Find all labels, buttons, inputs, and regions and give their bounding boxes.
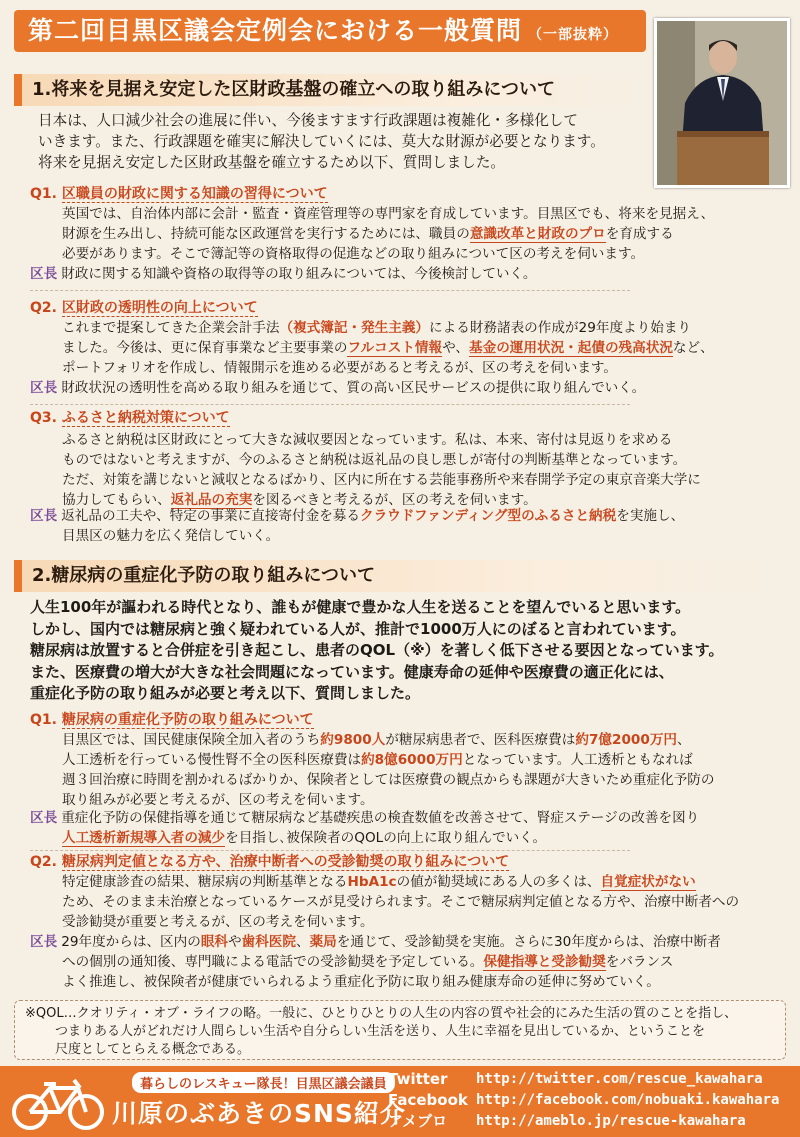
intro-line: しかし、国内では糖尿病と強く疑われている人が、推計で1000万人にのぼると言われています。 <box>30 619 686 638</box>
body-line: 受診勧奨が重要と考えるが、区の考えを伺います。 <box>62 914 374 930</box>
body-line: 協力してもらい、返礼品の充実を図るべきと考えるが、区の考えを伺います。 <box>62 492 537 508</box>
question-1-1 <box>30 184 328 204</box>
note-line: ※QOL…クオリティ・オブ・ライフの略。一般に、ひとりひとりの人生の内容の質や社会的にみた生活の質のことを指し、 <box>25 1006 738 1021</box>
title-main: 第二回目黒区議会定例会における一般質問 <box>28 16 523 45</box>
answer-text: 財政に関する知識や資格の取得等の取り組みについては、今後検討していく。 <box>61 266 537 282</box>
question-1-3 <box>30 408 230 428</box>
page-title <box>14 10 646 52</box>
question-body <box>62 872 739 932</box>
divider <box>30 404 630 405</box>
body-line: 人工透析を行っている慢性腎不全の医科医療費は約8億6000万円となっています。人工透析ともなれば <box>62 752 693 768</box>
section1-heading: 1.将来を見据え安定した区財政基盤の確立への取り組みについて <box>14 74 646 106</box>
highlight-text: 約9800人 <box>320 732 386 748</box>
answer-tag: 区長 <box>30 934 58 950</box>
body-line: ため、そのまま未治療となっているケースが見受けられます。そこで糖尿病判定値となる方や、治療中断者への <box>62 894 740 910</box>
footer-tagline: 暮らしのレスキュー隊長！目黒区議会議員 <box>132 1072 395 1093</box>
mayor-answer: 区長 29年度からは、区内の眼科や歯科医院、薬局を通じて、受診勧奨を実施。さらに30年度からは、治療中断者 への個別の通知後、専門職による電話での受診勧奨を予定している。保健指導と受診勧奨をバランス よく推進し、被保険者が健康でいられるよう重症化予防に取り組み健康寿命の延伸に努めていく。 <box>30 934 721 990</box>
bicycle-icon <box>8 1074 108 1132</box>
highlight-text: 人工透析新規導入者の減少 <box>62 830 226 846</box>
intro-line: 日本は、人口減少社会の進展に伴い、今後ますます行政課題は複雑化・多様化して <box>38 112 578 129</box>
question-number: Q1. <box>30 712 57 728</box>
highlight-text: HbA1c <box>347 874 397 890</box>
section2-intro <box>30 597 723 705</box>
question-body <box>62 204 714 264</box>
section2-heading: 2.糖尿病の重症化予防の取り組みについて <box>14 560 774 592</box>
question-number: Q2. <box>30 300 57 316</box>
body-line: ました。今後は、更に保育事業など主要事業のフルコスト情報や、基金の運用状況・起債の残高状況など、 <box>62 340 714 356</box>
question-title: 区財政の透明性の向上について <box>61 300 258 316</box>
sns-row-twitter <box>388 1069 779 1090</box>
intro-line: また、医療費の増大が大きな社会問題になっています。健康寿命の延伸や医療費の適正化には、 <box>30 662 674 681</box>
highlight-text: 意識改革と財政のプロ <box>469 226 606 242</box>
mayor-answer <box>30 378 645 398</box>
body-line: 必要があります。そこで簿記等の資格取得の促進などの取り組みについて区の考えを伺います。 <box>62 246 645 262</box>
body-line: ただ、対策を講じないと減収となるばかり、区内に所在する芸能事務所や来春開学予定の東京音楽大学に <box>62 472 701 488</box>
sns-list <box>388 1069 779 1132</box>
highlight-text: 約7億2000万円 <box>575 732 678 748</box>
question-number: Q2. <box>30 854 57 870</box>
question-number: Q3. <box>30 410 57 426</box>
note-line: 尺度としてとらえる概念である。 <box>55 1042 251 1057</box>
divider <box>30 290 630 291</box>
answer-tag: 区長 <box>30 380 58 396</box>
highlight-text: 薬局 <box>309 934 337 950</box>
answer-tag: 区長 <box>30 266 58 282</box>
note-line: つまりある人がどれだけ人間らしい生活や自分らしい生活を送り、人生に幸福を見出しているか、ということを <box>55 1024 706 1039</box>
answer-tag: 区長 <box>30 508 58 524</box>
highlight-text: 保健指導と受診勧奨 <box>483 954 606 970</box>
sns-url-link[interactable]: http://facebook.com/nobuaki.kawahara <box>476 1092 780 1108</box>
question-2-2 <box>30 852 509 872</box>
answer-tag: 区長 <box>30 810 58 826</box>
footer-name: 川原のぶあきのSNS紹介 <box>112 1099 406 1128</box>
sns-url-link[interactable]: http://twitter.com/rescue_kawahara <box>476 1071 763 1087</box>
answer-text: 財政状況の透明性を高める取り組みを通じて、質の高い区民サービスの提供に取り組んでいく。 <box>61 380 646 396</box>
answer-text: 重症化予防の保健指導を通じて糖尿病など基礎疾患の検査数値を改善させて、腎症ステージの改善を図り <box>61 810 700 826</box>
body-line: 財源を生み出し、持続可能な区政運営を実行するためには、職員の意識改革と財政のプロを育成する <box>62 226 674 242</box>
intro-line: 重症化予防の取り組みが必要と考え以下、質問しました。 <box>30 684 421 702</box>
highlight-text: （複式簿記・発生主義） <box>279 320 430 336</box>
sns-label: Facebook <box>388 1091 468 1109</box>
body-line: 週３回治療に時間を割かれるばかりか、保険者としては医療費の観点からも課題が大きいため重症化予防の <box>62 772 715 788</box>
body-line: ポートフォリオを作成し、情報開示を進める必要があると考えるが、区の考えを伺います。 <box>62 360 618 376</box>
highlight-text: 基金の運用状況・起債の残高状況 <box>469 340 673 356</box>
question-1-2 <box>30 298 258 318</box>
question-2-1 <box>30 710 314 730</box>
question-title: 糖尿病の重症化予防の取り組みについて <box>61 712 314 728</box>
intro-line: 糖尿病は放置すると合併症を引き起こし、患者のQOL（※）を著しく低下させる要因となっています。 <box>30 641 724 659</box>
question-body <box>62 730 715 810</box>
sns-url-link[interactable]: http://ameblo.jp/rescue-kawahara <box>476 1113 746 1129</box>
highlight-text: クラウドファンディング型のふるさと納税 <box>359 508 617 524</box>
highlight-text: 返礼品の充実 <box>170 492 253 508</box>
question-title: ふるさと納税対策について <box>61 410 230 426</box>
highlight-text: 眼科 <box>200 934 229 950</box>
intro-line: 将来を見据え安定した区財政基盤を確立するため以下、質問しました。 <box>38 154 506 171</box>
highlight-text: 歯科医院 <box>241 934 296 950</box>
sns-row-facebook <box>388 1090 779 1111</box>
body-line: ものではないと考えますが、今のふるさと納税は返礼品の良し悪しが寄付の判断基準となっています。 <box>62 452 687 468</box>
answer-text: 目黒区の魅力を広く発信していく。 <box>62 528 280 544</box>
intro-line: いきます。また、行政課題を確実に解決していくには、莫大な財源が必要となります。 <box>38 133 605 150</box>
title-sub: （一部抜粋） <box>528 27 619 43</box>
body-line: 取り組みが必要と考えるが、区の考えを伺います。 <box>62 792 374 808</box>
body-line: 英国では、自治体内部に会計・監査・資産管理等の専門家を育成しています。目黒区でも、将来を見据え、 <box>62 206 715 222</box>
answer-text: よく推進し、被保険者が健康でいられるよう重症化予防に取り組み健康寿命の延伸に努めていく。 <box>62 974 660 990</box>
body-line: これまで提案してきた企業会計手法（複式簿記・発生主義）による財務諸表の作成が29年度より始まり <box>62 320 692 336</box>
question-number: Q1. <box>30 186 57 202</box>
section1-intro <box>38 110 605 173</box>
question-body <box>62 318 714 378</box>
question-title: 区職員の財政に関する知識の習得について <box>61 186 328 202</box>
highlight-text: フルコスト情報 <box>347 340 443 356</box>
sns-row-ameblo <box>388 1111 779 1132</box>
mayor-answer: 区長 返礼品の工夫や、特定の事業に直接寄付金を募るクラウドファンディング型のふるさと納税を実施し、 目黒区の魅力を広く発信していく。 <box>30 508 685 544</box>
body-line: 目黒区では、国民健康保険全加入者のうち約9800人が糖尿病患者で、医科医療費は約7億2000万円、 <box>62 732 691 748</box>
divider <box>30 850 630 851</box>
sns-label: Twitter <box>388 1070 448 1088</box>
mayor-answer <box>30 264 536 284</box>
highlight-text: 自覚症状がない <box>600 874 696 890</box>
speaker-photo <box>654 18 790 188</box>
speaker-figure <box>657 21 787 185</box>
question-body <box>62 430 701 510</box>
body-line: ふるさと納税は区財政にとって大きな減収要因となっています。私は、本来、寄付は見返りを求める <box>62 432 673 448</box>
question-title: 糖尿病判定値となる方や、治療中断者への受診勧奨の取り組みについて <box>61 854 510 870</box>
qol-note <box>14 1000 786 1060</box>
mayor-answer: 区長 重症化予防の保健指導を通じて糖尿病など基礎疾患の検査数値を改善させて、腎症ステージの改善を図り 人工透析新規導入者の減少を目指し､被保険者のQOLの向上に取り組んでいく。 <box>30 810 700 846</box>
intro-line: 人生100年が謳われる時代となり、誰もが健康で豊かな人生を送ることを望んでいると思います。 <box>30 598 691 616</box>
sns-label: アメブロ <box>388 1112 448 1130</box>
body-line: 特定健康診査の結果、糖尿病の判断基準となるHbA1cの値が勧奨域にある人の多くは、自覚症状がない <box>62 874 696 890</box>
highlight-text: 約8億6000万円 <box>361 752 463 768</box>
